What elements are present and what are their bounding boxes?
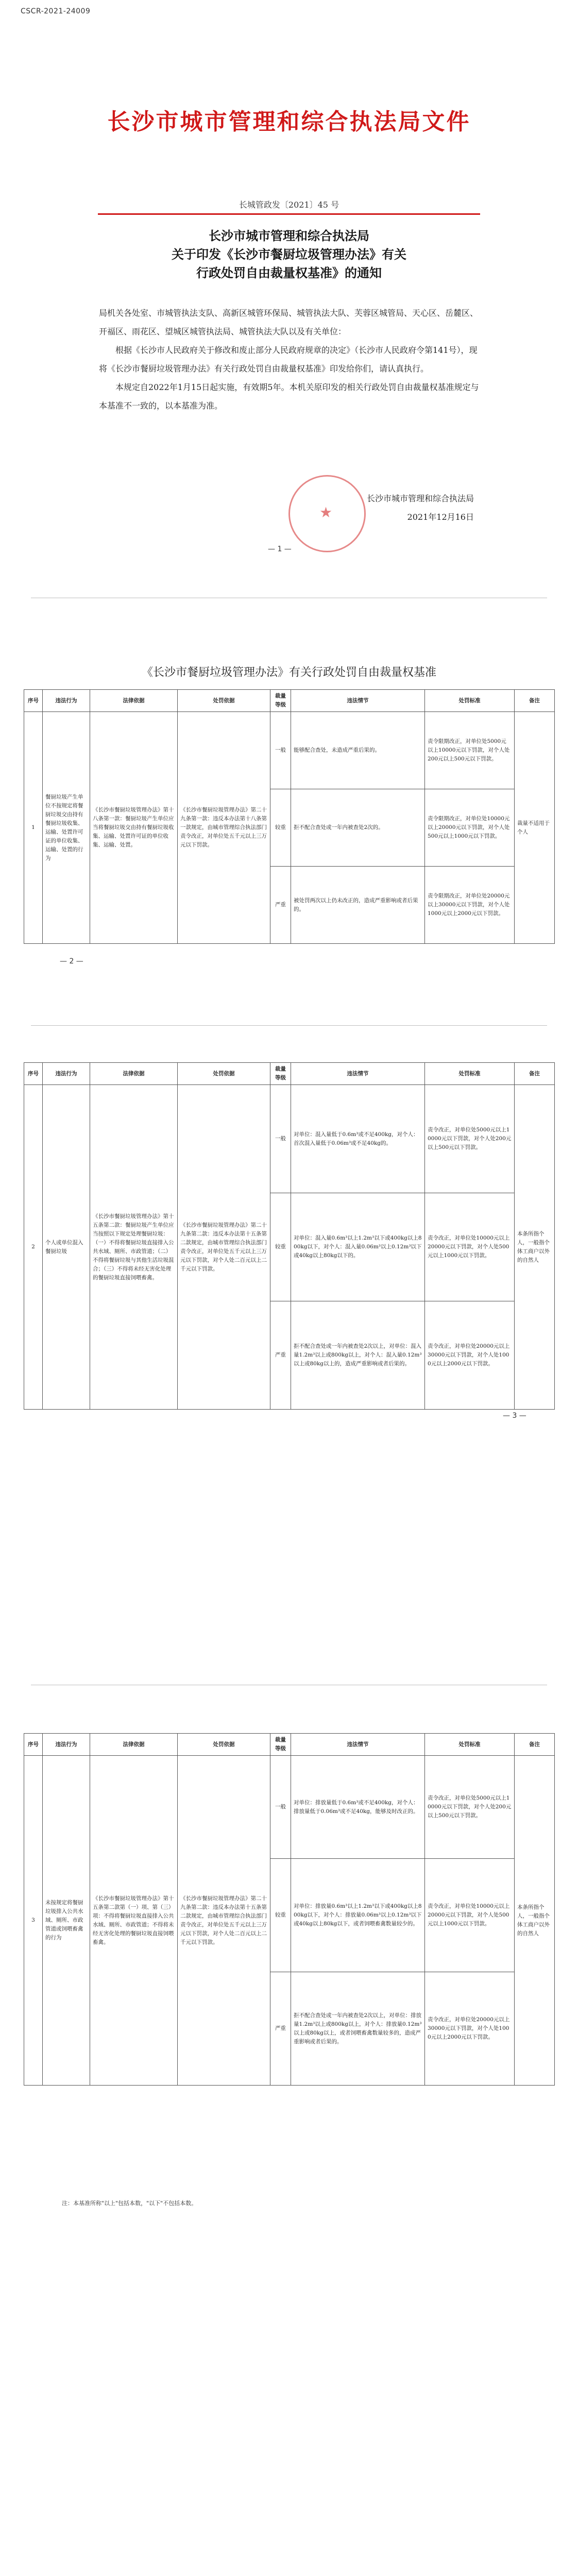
row-level: 严重 [270, 1301, 291, 1410]
header-penalty: 处罚依据 [178, 1734, 270, 1756]
page-number: — 1 — [268, 545, 292, 553]
header-note: 备注 [515, 690, 555, 712]
header-note: 备注 [515, 1734, 555, 1756]
row-fact: 对单位：排放量0.6m³以上1.2m³以下或400kg以上800kg以下，对个人：排放量0.06m³以上0.12m³以下或40kg以上80kg以下，或者饲喂畜禽数量较少的。 [291, 1859, 425, 1972]
header-level: 裁量等级 [270, 1734, 291, 1756]
row-fact: 对单位：混入量低于0.6m³或不足400kg，对个人：首次混入量低于0.06m³或不足40kg的。 [291, 1085, 425, 1193]
table-row [24, 712, 555, 789]
seal-star-icon: ★ [319, 504, 333, 521]
signature-org: 长沙市城市管理和综合执法局 [366, 494, 474, 503]
header-no: 序号 [24, 1063, 43, 1085]
header-act: 违法行为 [43, 690, 90, 712]
row-law: 《长沙市餐厨垃圾管理办法》第十五条第二款第（一）项、第（三）项：不得将餐厨垃圾直接排入公共水域、厕所、市政管道；不得将未经无害化处理的餐厨垃圾直接饲喂畜禽。 [90, 1756, 178, 2086]
row-act: 餐厨垃圾产生单位不按规定将餐厨垃圾交由持有餐厨垃圾收集、运输、处置许可证的单位收集、运输、处置的行为 [43, 712, 90, 944]
table-header-row [24, 690, 555, 712]
row-fact: 拒不配合查处或一年内被查处2次的。 [291, 789, 425, 867]
table-title: 《长沙市餐厨垃圾管理办法》有关行政处罚自由裁量权基准 [141, 666, 436, 679]
header-fact: 违法情节 [291, 690, 425, 712]
document-number: 长城管政发〔2021〕45 号 [239, 200, 339, 210]
document-code: CSCR-2021-24009 [21, 7, 91, 15]
row-penalty: 《长沙市餐厨垃圾管理办法》第二十九条第一款：违反本办法第十八条第一款规定，由城市管理综合执法部门责令改正，对单位处五千元以上三万元以下罚款。 [178, 712, 270, 944]
header-act: 违法行为 [43, 1063, 90, 1085]
row-standard: 责令改正，对单位处5000元以上10000元以下罚款，对个人处200元以上500元以下罚款。 [425, 1085, 515, 1193]
header-level: 裁量等级 [270, 1063, 291, 1085]
row-note: 本条所指个人，一般指个体工商户以外的自然人 [515, 1756, 555, 2086]
header-standard: 处罚标准 [425, 1063, 515, 1085]
row-level: 较重 [270, 1193, 291, 1301]
row-no: 2 [24, 1085, 43, 1410]
row-fact: 对单位：混入量0.6m³以上1.2m³以下或400kg以上800kg以下，对个人：混入量0.06m³以上0.12m³以下或40kg以上80kg以下的。 [291, 1193, 425, 1301]
header-fact: 违法情节 [291, 1734, 425, 1756]
table-header-row [24, 1734, 555, 1756]
row-act: 未按规定将餐厨垃圾排入公共水域、厕所、市政管道或饲喂畜禽的行为 [43, 1756, 90, 2086]
notice-title [103, 227, 475, 282]
penalty-table [24, 689, 555, 944]
penalty-table [24, 1062, 555, 1410]
header-penalty: 处罚依据 [178, 690, 270, 712]
header-law: 法律依据 [90, 1734, 178, 1756]
header-fact: 违法情节 [291, 1063, 425, 1085]
row-penalty: 《长沙市餐厨垃圾管理办法》第二十九条第二款：违反本办法第十五条第二款规定，由城市管理综合执法部门责令改正，对单位处五千元以上三万元以下罚款，对个人处二百元以上二千元以下罚款。 [178, 1085, 270, 1410]
row-standard: 责令改正，对单位处20000元以上30000元以下罚款，对个人处1000元以上2000元以下罚款。 [425, 1972, 515, 2086]
row-fact: 对单位：排放量低于0.6m³或不足400kg，对个人：排放量低于0.06m³或不足40kg，能够及时改正的。 [291, 1756, 425, 1859]
row-level: 一般 [270, 712, 291, 789]
header-act: 违法行为 [43, 1734, 90, 1756]
page-number: — 2 — [60, 957, 83, 965]
header-penalty: 处罚依据 [178, 1063, 270, 1085]
red-divider-rule [98, 213, 480, 215]
row-no: 1 [24, 712, 43, 944]
recipients: 局机关各处室、市城管执法支队、高新区城管环保局、城管执法大队、芙蓉区城管局、天心区、岳麓区、开福区、雨花区、望城区城管执法局、城管执法大队以及有关单位： [99, 308, 479, 336]
header-no: 序号 [24, 690, 43, 712]
header-law: 法律依据 [90, 1063, 178, 1085]
table-row [24, 1756, 555, 1859]
row-no: 3 [24, 1756, 43, 2086]
row-fact: 被处罚两次以上仍未改正的，造成严重影响或者后果的。 [291, 867, 425, 944]
row-note: 本条所指个人，一般指个体工商户以外的自然人 [515, 1085, 555, 1410]
title-line: 关于印发《长沙市餐厨垃圾管理办法》有关 [172, 247, 406, 262]
signature-block [227, 489, 474, 527]
row-penalty: 《长沙市餐厨垃圾管理办法》第二十九条第二款：违反本办法第十五条第二款规定，由城市管理综合执法部门责令改正，对单位处五千元以上三万元以下罚款，对个人处二百元以上二千元以下罚款。 [178, 1756, 270, 2086]
row-note: 裁量不适用于个人 [515, 712, 555, 944]
table-row [24, 1085, 555, 1193]
header-no: 序号 [24, 1734, 43, 1756]
signature-date: 2021年12月16日 [407, 512, 474, 522]
row-standard: 责令限期改正，对单位处10000元以上20000元以下罚款，对个人处500元以上1000元以下罚款。 [425, 789, 515, 867]
row-law: 《长沙市餐厨垃圾管理办法》第十五条第二款：餐厨垃圾产生单位应当按照以下规定处理餐厨垃圾：（一）不得将餐厨垃圾直接排入公共水域、厕所、市政管道；（二）不得将餐厨垃圾与其他生活垃圾混合；（三）不得将未经无害化处理的餐厨垃圾直接饲喂畜禽。 [90, 1085, 178, 1410]
row-fact: 能够配合查处，未造成严重后果的。 [291, 712, 425, 789]
row-level: 一般 [270, 1756, 291, 1859]
title-line: 长沙市城市管理和综合执法局 [209, 228, 369, 243]
row-fact: 拒不配合查处或一年内被查处2次以上，对单位：排放量1.2m³以上或800kg以上，对个人：排放量0.12m³以上或80kg以上，或者饲喂畜禽数量较多的，造成严重影响或者后果的。 [291, 1972, 425, 2086]
row-standard: 责令改正，对单位处10000元以上20000元以下罚款，对个人处500元以上1000元以下罚款。 [425, 1193, 515, 1301]
row-level: 较重 [270, 1859, 291, 1972]
row-level: 一般 [270, 1085, 291, 1193]
header-law: 法律依据 [90, 690, 178, 712]
penalty-table [24, 1733, 555, 2086]
page-divider [31, 1025, 547, 1026]
row-law: 《长沙市餐厨垃圾管理办法》第十八条第一款：餐厨垃圾产生单位应当将餐厨垃圾交由持有餐厨垃圾收集、运输、处置许可证的单位收集、运输、处置。 [90, 712, 178, 944]
row-level: 严重 [270, 1972, 291, 2086]
row-standard: 责令改正，对单位处20000元以上30000元以下罚款，对个人处1000元以上2000元以下罚款。 [425, 1301, 515, 1410]
table-header-row [24, 1063, 555, 1085]
header-standard: 处罚标准 [425, 690, 515, 712]
header-level: 裁量等级 [270, 690, 291, 712]
page-number: — 3 — [503, 1412, 526, 1420]
row-standard: 责令改正，对单位处10000元以上20000元以下罚款，对个人处500元以上1000元以下罚款。 [425, 1859, 515, 1972]
row-act: 个人或单位混入餐厨垃圾 [43, 1085, 90, 1410]
header-note: 备注 [515, 1063, 555, 1085]
row-level: 较重 [270, 789, 291, 867]
title-line: 行政处罚自由裁量权基准》的通知 [196, 265, 382, 280]
row-level: 严重 [270, 867, 291, 944]
notice-body [99, 304, 479, 415]
body-paragraph: 根据《长沙市人民政府关于修改和废止部分人民政府规章的决定》（长沙市人民政府令第141号），现将《长沙市餐厨垃圾管理办法》有关行政处罚自由裁量权基准》印发给你们，请认真执行。 [99, 345, 478, 374]
masthead-title: 长沙市城市管理和综合执法局文件 [107, 109, 471, 135]
table-footnote: 注：本基准所称"以上"包括本数，"以下"不包括本数。 [62, 2200, 197, 2207]
body-paragraph: 本规定自2022年1月15日起实施，有效期5年。本机关原印发的相关行政处罚自由裁量权基准规定与本基准不一致的，以本基准为准。 [99, 382, 479, 411]
row-fact: 拒不配合查处或一年内被查处2次以上，对单位：混入量1.2m³以上或800kg以上，对个人：混入量0.12m³以上或80kg以上的，造成严重影响或者后果的。 [291, 1301, 425, 1410]
row-standard: 责令改正，对单位处5000元以上10000元以下罚款，对个人处200元以上500元以下罚款。 [425, 1756, 515, 1859]
row-standard: 责令限期改正，对单位处20000元以上30000元以下罚款，对个人处1000元以上2000元以下罚款。 [425, 867, 515, 944]
header-standard: 处罚标准 [425, 1734, 515, 1756]
row-standard: 责令限期改正，对单位处5000元以上10000元以下罚款，对个人处200元以上500元以下罚款。 [425, 712, 515, 789]
